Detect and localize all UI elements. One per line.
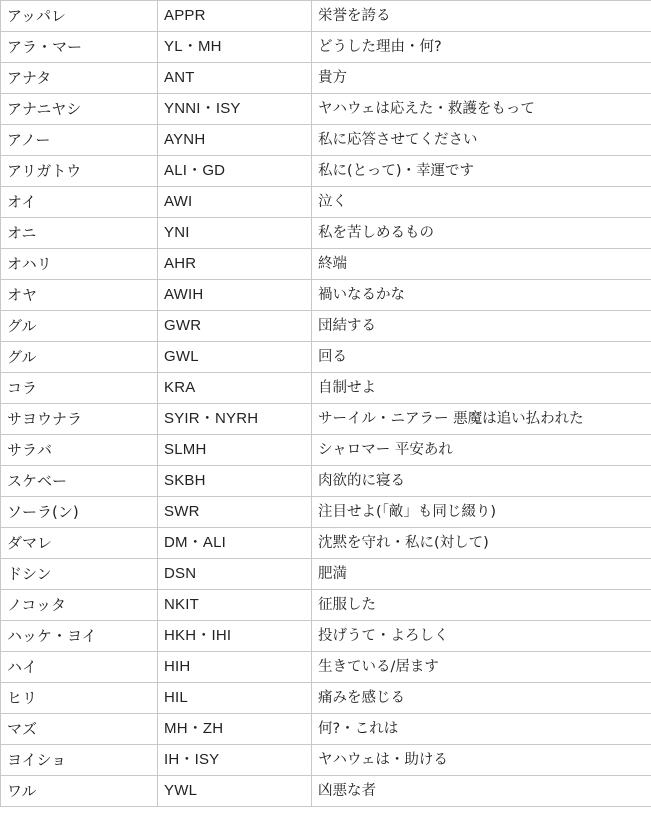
table-row xyxy=(1,590,651,621)
table-row xyxy=(1,466,651,497)
katakana-cell: グル xyxy=(1,311,158,342)
romaji-cell: GWR xyxy=(158,311,312,342)
meaning-cell: サーイル・ニアラー 悪魔は追い払われた xyxy=(312,404,651,435)
katakana-cell: オイ xyxy=(1,187,158,218)
meaning-cell: 自制せよ xyxy=(312,373,651,404)
meaning-cell: 凶悪な者 xyxy=(312,776,651,807)
table-row xyxy=(1,776,651,807)
table-row xyxy=(1,683,651,714)
table-row xyxy=(1,528,651,559)
romaji-cell: YWL xyxy=(158,776,312,807)
romaji-cell: AWIH xyxy=(158,280,312,311)
romaji-cell: DSN xyxy=(158,559,312,590)
meaning-cell: 征服した xyxy=(312,590,651,621)
katakana-cell: サヨウナラ xyxy=(1,404,158,435)
katakana-cell: アッパレ xyxy=(1,1,158,32)
table-row xyxy=(1,342,651,373)
meaning-cell: ヤハウェは応えた・救護をもって xyxy=(312,94,651,125)
romaji-cell: APPR xyxy=(158,1,312,32)
table-row xyxy=(1,94,651,125)
meaning-cell: 痛みを感じる xyxy=(312,683,651,714)
table-row xyxy=(1,125,651,156)
glossary-table-body xyxy=(1,1,651,807)
romaji-cell: SKBH xyxy=(158,466,312,497)
katakana-cell: ダマレ xyxy=(1,528,158,559)
katakana-cell: オニ xyxy=(1,218,158,249)
romaji-cell: ANT xyxy=(158,63,312,94)
katakana-cell: ノコッタ xyxy=(1,590,158,621)
table-row xyxy=(1,280,651,311)
table-row xyxy=(1,745,651,776)
table-row xyxy=(1,652,651,683)
table-row xyxy=(1,156,651,187)
table-row xyxy=(1,435,651,466)
katakana-cell: オヤ xyxy=(1,280,158,311)
meaning-cell: 肉欲的に寝る xyxy=(312,466,651,497)
table-row xyxy=(1,714,651,745)
meaning-cell: 団結する xyxy=(312,311,651,342)
katakana-cell: スケベー xyxy=(1,466,158,497)
table-row xyxy=(1,373,651,404)
romaji-cell: KRA xyxy=(158,373,312,404)
meaning-cell: 注目せよ(「敵」も同じ綴り) xyxy=(312,497,651,528)
katakana-cell: アナニヤシ xyxy=(1,94,158,125)
meaning-cell: 沈黙を守れ・私に(対して) xyxy=(312,528,651,559)
romaji-cell: AYNH xyxy=(158,125,312,156)
katakana-cell: アリガトウ xyxy=(1,156,158,187)
romaji-cell: HKH・IHI xyxy=(158,621,312,652)
meaning-cell: 終端 xyxy=(312,249,651,280)
table-row xyxy=(1,1,651,32)
romaji-cell: YL・MH xyxy=(158,32,312,63)
romaji-cell: MH・ZH xyxy=(158,714,312,745)
table-row xyxy=(1,63,651,94)
romaji-cell: HIH xyxy=(158,652,312,683)
table-row xyxy=(1,404,651,435)
katakana-cell: コラ xyxy=(1,373,158,404)
meaning-cell: 生きている/居ます xyxy=(312,652,651,683)
katakana-cell: ハッケ・ヨイ xyxy=(1,621,158,652)
table-row xyxy=(1,559,651,590)
meaning-cell: ヤハウェは・助ける xyxy=(312,745,651,776)
katakana-cell: ヨイショ xyxy=(1,745,158,776)
romaji-cell: AWI xyxy=(158,187,312,218)
meaning-cell: 私に応答させてください xyxy=(312,125,651,156)
katakana-cell: アラ・マー xyxy=(1,32,158,63)
katakana-cell: ソーラ(ン) xyxy=(1,497,158,528)
meaning-cell: 栄誉を誇る xyxy=(312,1,651,32)
romaji-cell: YNI xyxy=(158,218,312,249)
table-row xyxy=(1,249,651,280)
romaji-cell: ALI・GD xyxy=(158,156,312,187)
romaji-cell: SWR xyxy=(158,497,312,528)
table-row xyxy=(1,187,651,218)
katakana-cell: アナタ xyxy=(1,63,158,94)
katakana-cell: グル xyxy=(1,342,158,373)
meaning-cell: 肥満 xyxy=(312,559,651,590)
meaning-cell: どうした理由・何? xyxy=(312,32,651,63)
table-row xyxy=(1,311,651,342)
katakana-cell: オハリ xyxy=(1,249,158,280)
romaji-cell: DM・ALI xyxy=(158,528,312,559)
meaning-cell: 投げうて・よろしく xyxy=(312,621,651,652)
table-row xyxy=(1,497,651,528)
katakana-cell: ヒリ xyxy=(1,683,158,714)
romaji-cell: HIL xyxy=(158,683,312,714)
romaji-cell: YNNI・ISY xyxy=(158,94,312,125)
romaji-cell: GWL xyxy=(158,342,312,373)
meaning-cell: 泣く xyxy=(312,187,651,218)
romaji-cell: IH・ISY xyxy=(158,745,312,776)
katakana-cell: マズ xyxy=(1,714,158,745)
katakana-cell: ワル xyxy=(1,776,158,807)
romaji-cell: SLMH xyxy=(158,435,312,466)
table-row xyxy=(1,621,651,652)
table-row xyxy=(1,218,651,249)
meaning-cell: 回る xyxy=(312,342,651,373)
romaji-cell: NKIT xyxy=(158,590,312,621)
meaning-cell: 私に(とって)・幸運です xyxy=(312,156,651,187)
katakana-cell: ハイ xyxy=(1,652,158,683)
meaning-cell: シャロマー 平安あれ xyxy=(312,435,651,466)
katakana-cell: サラバ xyxy=(1,435,158,466)
table-row xyxy=(1,32,651,63)
romaji-cell: SYIR・NYRH xyxy=(158,404,312,435)
meaning-cell: 何?・これは xyxy=(312,714,651,745)
meaning-cell: 禍いなるかな xyxy=(312,280,651,311)
katakana-cell: ドシン xyxy=(1,559,158,590)
meaning-cell: 私を苦しめるもの xyxy=(312,218,651,249)
meaning-cell: 貴方 xyxy=(312,63,651,94)
katakana-cell: アノー xyxy=(1,125,158,156)
romaji-cell: AHR xyxy=(158,249,312,280)
